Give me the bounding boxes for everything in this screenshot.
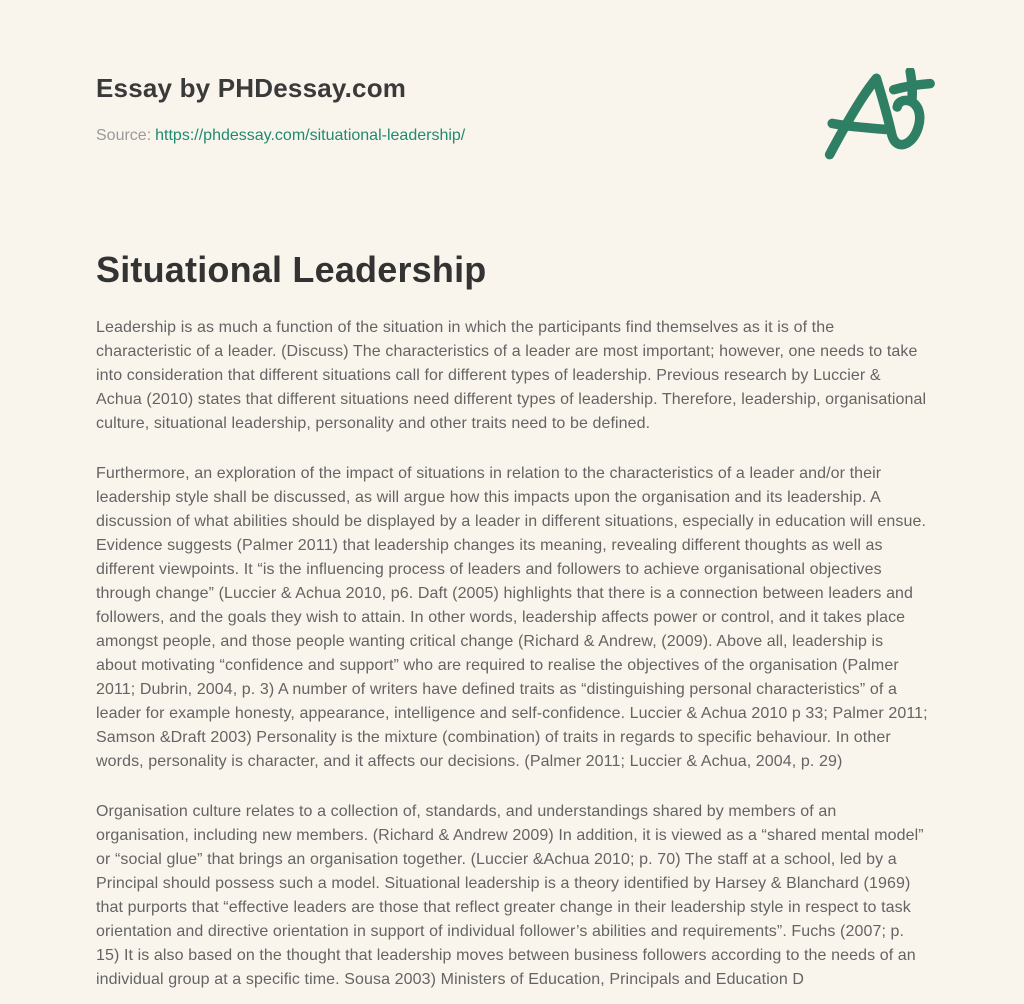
- phdessay-logo: [814, 68, 944, 170]
- article-paragraph-1: Leadership is as much a function of the situation in which the participants find themselves as it is of the characteristic of a leader. (Discuss) The characteristics of a leader are most important; however, one needs to take into consideration that different situations call for different types of leadership. Previous research by Luccier & Achua (2010) states that different situations need different types of leadership. Therefore, leadership, organisational culture, situational leadership, personality and other traits need to be defined.: [96, 319, 927, 432]
- source-link[interactable]: https://phdessay.com/situational-leadership/: [155, 127, 466, 144]
- header-text-block: [96, 72, 465, 145]
- article-body: [96, 316, 928, 992]
- article-title: Situational Leadership: [96, 249, 487, 290]
- source-line: [96, 126, 465, 145]
- source-label: Source:: [96, 127, 152, 144]
- site-title: Essay by PHDessay.com: [96, 73, 407, 103]
- article-paragraph-2: Furthermore, an exploration of the impact of situations in relation to the characteristics of a leader and/or their leadership style shall be discussed, as will argue how this impacts upon the organisation and its leadership. A discussion of what abilities should be displayed by a leader in different situations, especially in education will ensue. Evidence suggests (Palmer 2011) that leadership changes its meaning, revealing different thoughts as well as different viewpoints. It “is the influencing process of leaders and followers to achieve organisational objectives through change” (Luccier & Achua 2010, p6. Daft (2005) highlights that there is a connection between leaders and followers, and the goals they wish to attain. In other words, leadership affects power or control, and it takes place amongst people, and those people wanting critical change (Richard & Andrew, (2009). Above all, leadership is about motivating “confidence and support” who are required to realise the objectives of the organisation (Palmer 2011; Dubrin, 2004, p. 3) A number of writers have defined traits as “distinguishing personal characteristics” of a leader for example honesty, appearance, intelligence and self-confidence. Luccier & Achua 2010 p 33; Palmer 2011; Samson &Draft 2003) Personality is the mixture (combination) of traits in regards to specific behaviour. In other words, personality is character, and it affects our decisions. (Palmer 2011; Luccier & Achua, 2004, p. 29): [96, 465, 928, 770]
- article-paragraph-3: Organisation culture relates to a collection of, standards, and understandings shared by members of an organisation, including new members. (Richard & Andrew 2009) In addition, it is viewed as a “shared mental model” or “social glue” that brings an organisation together. (Luccier &Achua 2010; p. 70) The staff at a school, led by a Principal should possess such a model. Situational leadership is a theory identified by Harsey & Blanchard (1969) that purports that “effective leaders are those that reflect greater change in their leadership style in respect to task orientation and directive orientation in support of individual follower’s abilities and requirements”. Fuchs (2007; p. 15) It is also based on the thought that leadership moves between business followers according to the needs of an individual group at a specific time. Sousa 2003) Ministers of Education, Principals and Education D: [96, 803, 924, 988]
- page-header: [96, 0, 928, 170]
- a-plus-logo-icon: [814, 68, 944, 165]
